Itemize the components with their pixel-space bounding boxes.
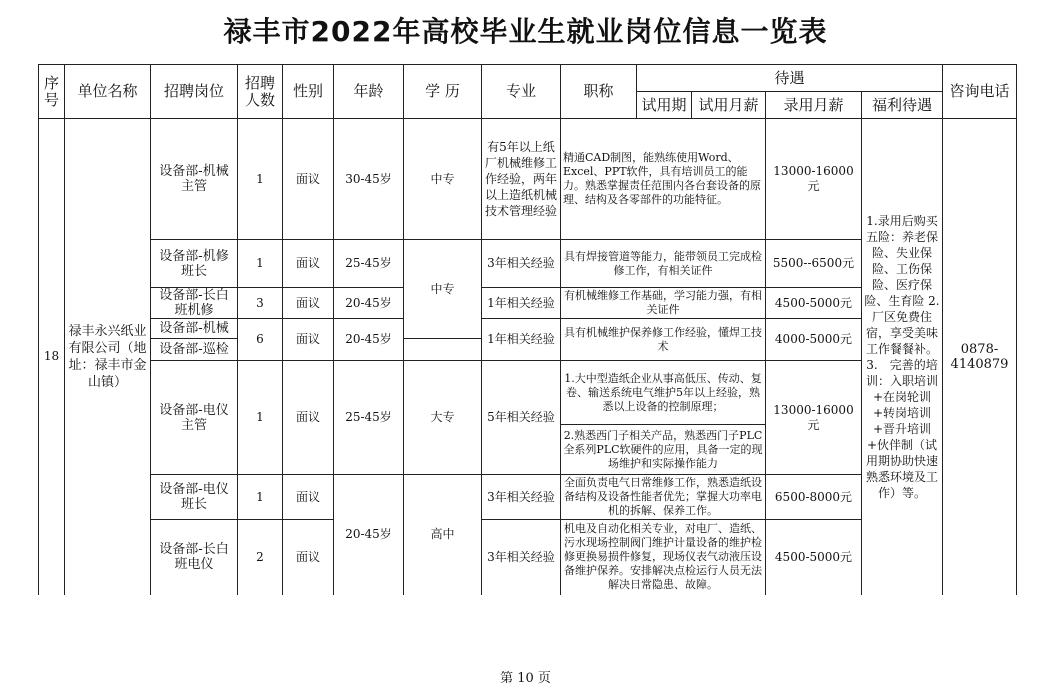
cell-gender: 面议 xyxy=(283,119,334,240)
cell-count: 6 xyxy=(238,319,283,361)
cell-age: 20-45岁 xyxy=(334,288,404,319)
header-title-req: 职称 xyxy=(561,65,637,119)
header-benefits: 福利待遇 xyxy=(862,92,943,119)
cell-position: 设备部-机修班长 xyxy=(151,240,238,288)
header-major: 专业 xyxy=(482,65,561,119)
cell-requirement: 2.熟悉西门子相关产品，熟悉西门子PLC全系列PLC软硬件的应用，具备一定的现场维护和实际操作能力 xyxy=(561,425,766,475)
cell-salary: 6500-8000元 xyxy=(766,475,862,520)
cell-education: 中专 xyxy=(404,240,482,339)
cell-requirement: 具有机械维护保养修工作经验，懂焊工技术 xyxy=(561,319,766,361)
header-education: 学 历 xyxy=(404,65,482,119)
cell-count: 2 xyxy=(238,520,283,595)
cell-major: 1年相关经验 xyxy=(482,288,561,319)
cell-position: 设备部-巡检 xyxy=(151,339,238,361)
cell-major: 3年相关经验 xyxy=(482,475,561,520)
header-company: 单位名称 xyxy=(65,65,151,119)
job-table xyxy=(38,64,1017,595)
cell-benefits: 1.录用后购买五险：养老保险、失业保险、工伤保险、医疗保险、生育险 2.厂区免费住宿，享受美味工作餐餐补。3. 完善的培训：入职培训+在岗轮训+转岗培训+晋升培训+伙伴制（试用期协助快速熟悉环境及工作）等。 xyxy=(862,119,943,595)
cell-position: 设备部-电仪班长 xyxy=(151,475,238,520)
cell-position: 设备部-机械主管 xyxy=(151,119,238,240)
header-phone: 咨询电话 xyxy=(943,65,1017,119)
cell-gender: 面议 xyxy=(283,475,334,520)
cell-position: 设备部-长白班机修 xyxy=(151,288,238,319)
cell-gender: 面议 xyxy=(283,240,334,288)
cell-count: 1 xyxy=(238,119,283,240)
cell-gender: 面议 xyxy=(283,288,334,319)
header-gender: 性别 xyxy=(283,65,334,119)
header-trial-period: 试用期 xyxy=(637,92,692,119)
cell-requirement: 具有焊接管道等能力，能带领员工完成检修工作，有相关证件 xyxy=(561,240,766,288)
cell-salary: 4500-5000元 xyxy=(766,288,862,319)
cell-requirement: 1.大中型造纸企业从事高低压、传动、复卷、输送系统电气维护5年以上经验，熟悉以上设备的控制原理； xyxy=(561,361,766,425)
cell-age: 20-45岁 xyxy=(334,319,404,361)
header-seq: 序号 xyxy=(39,65,65,119)
cell-salary: 4500-5000元 xyxy=(766,520,862,595)
cell-phone: 0878-4140879 xyxy=(943,119,1017,595)
header-trial-salary: 试用月薪 xyxy=(692,92,766,119)
cell-major: 有5年以上纸厂机械维修工作经验，两年以上造纸机械技术管理经验 xyxy=(482,119,561,240)
cell-education: 中专 xyxy=(404,119,482,240)
cell-count: 3 xyxy=(238,288,283,319)
cell-requirement: 有机械维修工作基础，学习能力强，有相关证件 xyxy=(561,288,766,319)
cell-age: 25-45岁 xyxy=(334,361,404,475)
cell-salary: 13000-16000元 xyxy=(766,119,862,240)
cell-education: 大专 xyxy=(404,361,482,475)
cell-count: 1 xyxy=(238,361,283,475)
cell-position: 设备部-电仪主管 xyxy=(151,361,238,475)
header-count: 招聘人数 xyxy=(238,65,283,119)
cell-requirement: 机电及自动化相关专业，对电厂、造纸、污水现场控制阀门维护计量设备的维护检修更换易损件修复，现场仪表气动液压设备维护保养。安排解决点检运行人员无法解决日常隐患、故障。 xyxy=(561,520,766,595)
cell-age: 25-45岁 xyxy=(334,240,404,288)
cell-age: 30-45岁 xyxy=(334,119,404,240)
cell-company: 禄丰永兴纸业有限公司（地址：禄丰市金山镇） xyxy=(65,119,151,595)
page-number: 第 10 页 xyxy=(500,671,551,686)
cell-major: 3年相关经验 xyxy=(482,520,561,595)
cell-education: 高中 xyxy=(404,475,482,595)
cell-count: 1 xyxy=(238,475,283,520)
header-hire-salary: 录用月薪 xyxy=(766,92,862,119)
cell-gender: 面议 xyxy=(283,361,334,475)
table-row xyxy=(39,119,1017,240)
document-title: 禄丰市2022年高校毕业生就业岗位信息一览表 xyxy=(223,15,828,48)
header-position: 招聘岗位 xyxy=(151,65,238,119)
cell-position: 设备部-机械 xyxy=(151,319,238,339)
cell-gender: 面议 xyxy=(283,520,334,595)
cell-count: 1 xyxy=(238,240,283,288)
cell-age: 20-45岁 xyxy=(334,475,404,595)
cell-gender: 面议 xyxy=(283,319,334,361)
cell-major: 5年相关经验 xyxy=(482,361,561,475)
cell-major: 3年相关经验 xyxy=(482,240,561,288)
header-age: 年龄 xyxy=(334,65,404,119)
cell-requirement: 精通CAD制图，能熟练使用Word、Excel、PPT软件，具有培训员工的能力。熟悉掌握责任范围内各台套设备的原理、结构及各零部件的功能特征。 xyxy=(561,119,766,240)
cell-salary: 13000-16000元 xyxy=(766,361,862,475)
cell-salary: 5500--6500元 xyxy=(766,240,862,288)
cell-salary: 4000-5000元 xyxy=(766,319,862,361)
header-treatment: 待遇 xyxy=(637,65,943,92)
cell-seq: 18 xyxy=(39,119,65,595)
cell-requirement: 全面负责电气日常维修工作，熟悉造纸设备结构及设备性能者优先；掌握大功率电机的拆解、保养工作。 xyxy=(561,475,766,520)
cell-position: 设备部-长白班电仪 xyxy=(151,520,238,595)
cell-major: 1年相关经验 xyxy=(482,319,561,361)
